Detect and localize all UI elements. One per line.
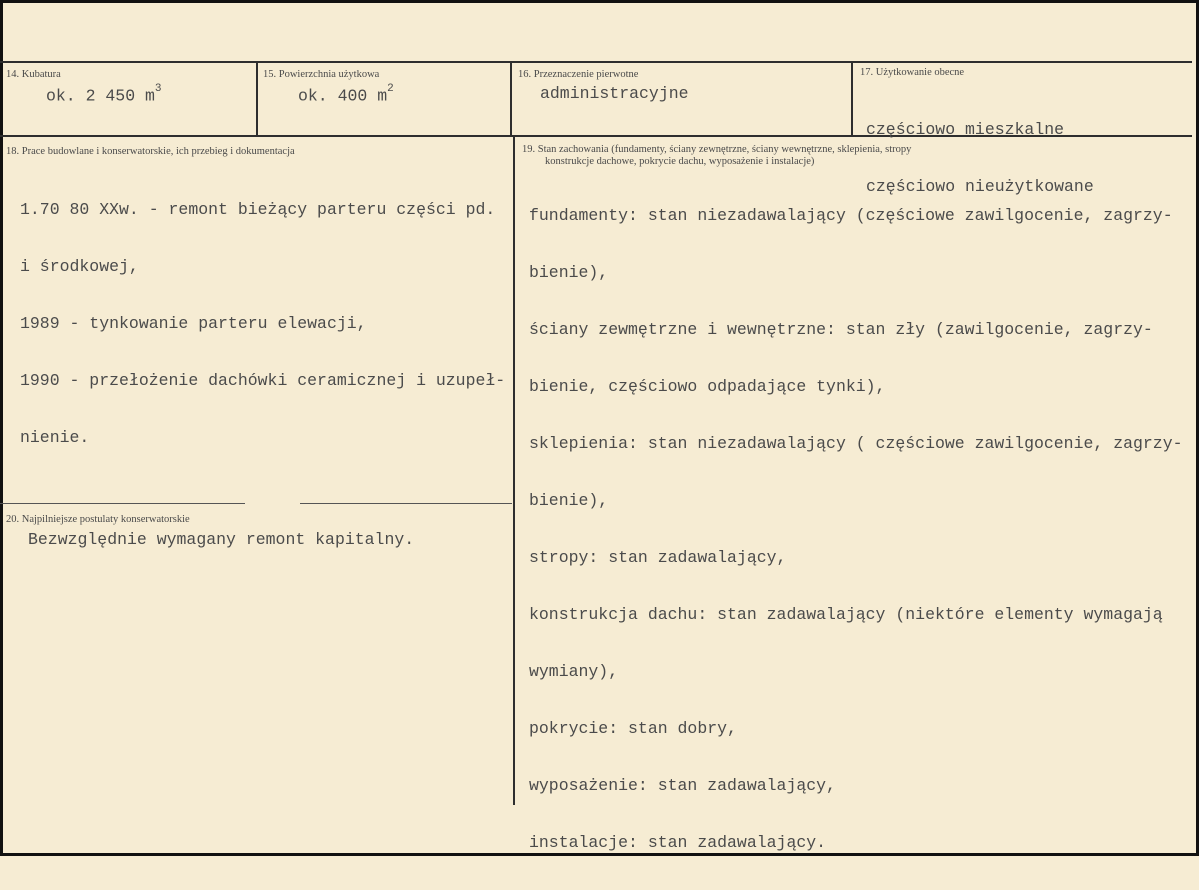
condition-line: wymiany), bbox=[529, 662, 619, 681]
divider-16-17 bbox=[851, 61, 853, 136]
divider-main bbox=[513, 135, 515, 805]
field-20-rule-right bbox=[300, 503, 512, 504]
field-15-label: 15. Powierzchnia użytkowa bbox=[263, 69, 380, 80]
works-line: nienie. bbox=[20, 428, 90, 447]
usage-line: częściowo nieużytkowane bbox=[866, 177, 1094, 196]
condition-line: instalacje: stan zadawalający. bbox=[529, 833, 827, 852]
divider-14-15 bbox=[256, 61, 258, 136]
field-14-value bbox=[46, 83, 162, 106]
field-19-value bbox=[529, 168, 1183, 890]
field-18-value bbox=[20, 162, 505, 485]
works-line: 1.70 80 XXw. - remont bieżący parteru części pd. bbox=[20, 200, 496, 219]
works-line: 1989 - tynkowanie parteru elewacji, bbox=[20, 314, 367, 333]
condition-line: sklepienia: stan niezadawalający ( częściowe zawilgocenie, zagrzy- bbox=[529, 434, 1183, 453]
condition-line: fundamenty: stan niezadawalający (częściowe zawilgocenie, zagrzy- bbox=[529, 206, 1173, 225]
condition-line: pokrycie: stan dobry, bbox=[529, 719, 737, 738]
condition-line: bienie), bbox=[529, 263, 609, 282]
field-17-label: 17. Użytkowanie obecne bbox=[860, 67, 965, 78]
condition-line: ściany zewmętrzne i wewnętrzne: stan zły (zawilgocenie, zagrzy- bbox=[529, 320, 1153, 339]
field-19-label: 19. Stan zachowania (fundamenty, ściany zewnętrzne, ściany wewnętrzne, sklepienia, stropy bbox=[522, 144, 912, 155]
field-16-label: 16. Przeznaczenie pierwotne bbox=[518, 69, 639, 80]
works-line: 1990 - przełożenie dachówki ceramicznej i uzupeł- bbox=[20, 371, 506, 390]
condition-line: bienie), bbox=[529, 491, 609, 510]
volume-text: ok. 2 450 m bbox=[46, 86, 155, 106]
field-20-rule-left bbox=[0, 503, 245, 504]
area-text: ok. 400 m bbox=[298, 86, 388, 106]
works-line: i środkowej, bbox=[20, 257, 139, 276]
volume-unit-exponent: 3 bbox=[154, 83, 162, 95]
field-20-value: Bezwzględnie wymagany remont kapitalny. bbox=[28, 530, 415, 549]
condition-line: bienie, częściowo odpadające tynki), bbox=[529, 377, 886, 396]
condition-line: wyposażenie: stan zadawalający, bbox=[529, 776, 836, 795]
field-18-label: 18. Prace budowlane i konserwatorskie, ich przebieg i dokumentacja bbox=[6, 146, 295, 157]
area-unit-exponent: 2 bbox=[387, 83, 394, 95]
field-20-label: 20. Najpilniejsze postulaty konserwatorskie bbox=[6, 514, 190, 525]
usage-line: częściowo mieszkalne bbox=[866, 120, 1065, 139]
top-rule bbox=[0, 61, 1192, 63]
condition-line: stropy: stan zadawalający, bbox=[529, 548, 787, 567]
field-14-label: 14. Kubatura bbox=[6, 69, 61, 80]
divider-15-16 bbox=[510, 61, 512, 136]
field-15-value bbox=[298, 83, 394, 106]
field-19-label-continued: konstrukcje dachowe, pokrycie dachu, wyposażenie i instalacje) bbox=[545, 156, 815, 167]
condition-line: konstrukcja dachu: stan zadawalający (niektóre elementy wymagają bbox=[529, 605, 1163, 624]
field-16-value: administracyjne bbox=[540, 84, 689, 103]
